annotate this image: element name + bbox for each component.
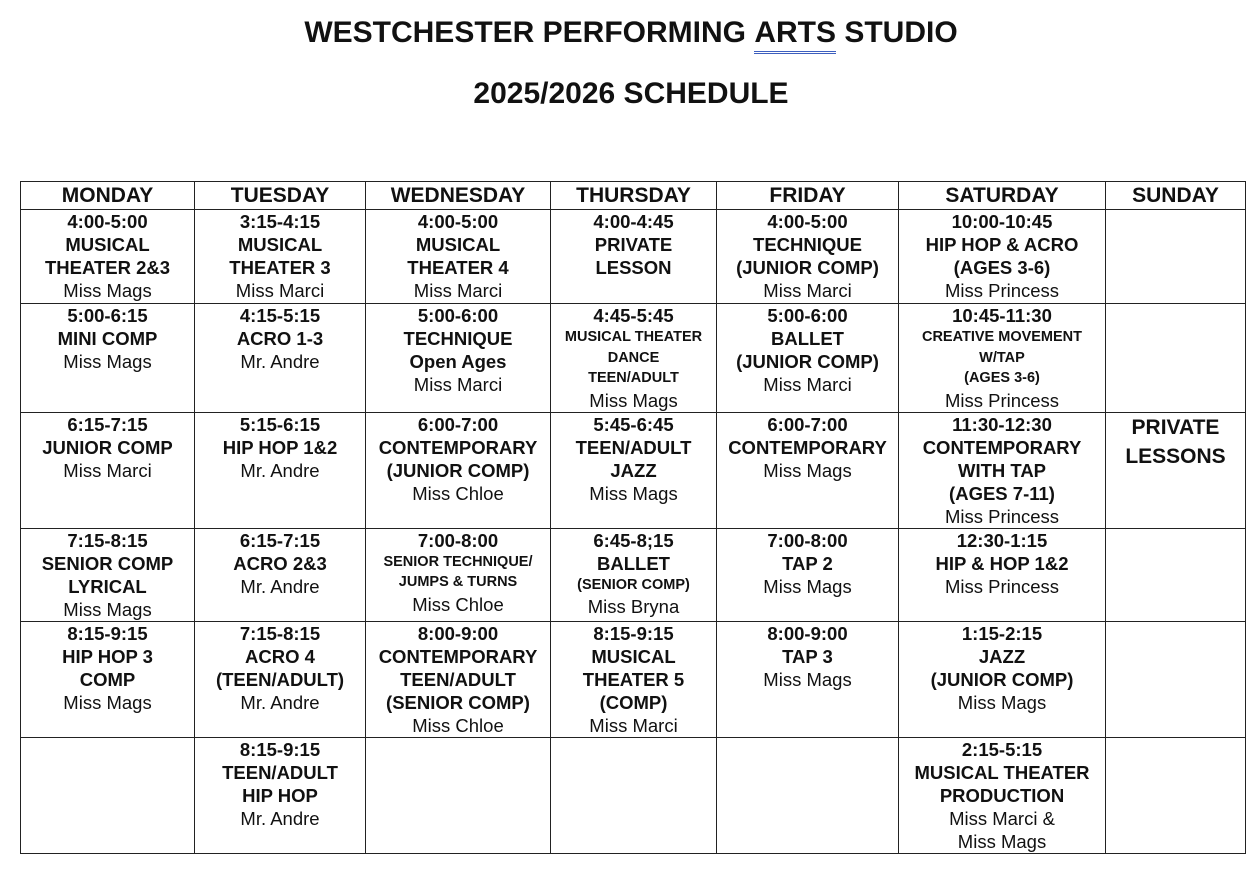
class-line: MINI COMP: [57, 328, 158, 349]
class-line: PRIVATE: [594, 234, 673, 255]
class-line: PRODUCTION: [939, 784, 1065, 806]
class-line: 1:15-2:15: [961, 622, 1043, 644]
class-cell-sunday: [1106, 412, 1246, 528]
class-cell-friday: [717, 621, 899, 737]
class-line: Miss Mags: [63, 280, 152, 301]
class-line: Mr. Andre: [240, 575, 320, 597]
class-line: Miss Princess: [944, 505, 1060, 527]
class-line: 6:00-7:00: [767, 413, 848, 435]
day-header-saturday: SATURDAY: [899, 182, 1106, 210]
day-header-thursday: THURSDAY: [551, 182, 717, 210]
class-line: Miss Mags: [763, 668, 852, 690]
class-line: 4:00-5:00: [417, 211, 499, 232]
class-line: CONTEMPORARY: [378, 645, 538, 667]
class-line: 7:15-8:15: [67, 529, 148, 551]
class-cell-tuesday: [195, 304, 366, 413]
class-line: HIP & HOP 1&2: [935, 552, 1069, 574]
class-line: 3:15-4:15: [239, 211, 321, 232]
class-line: HIP HOP 1&2: [222, 436, 338, 458]
class-line: 5:15-6:15: [239, 413, 321, 435]
class-cell-friday: [717, 528, 899, 621]
class-line: (JUNIOR COMP): [386, 459, 530, 481]
schedule-body: [21, 210, 1246, 854]
class-cell-wednesday: [366, 412, 551, 528]
class-line: (COMP): [599, 691, 668, 713]
day-header-friday: FRIDAY: [717, 182, 899, 210]
day-header-monday: MONDAY: [21, 182, 195, 210]
class-line: 12:30-1:15: [956, 529, 1048, 551]
class-line: (TEEN/ADULT): [215, 668, 345, 690]
class-line: 8:15-9:15: [239, 738, 321, 760]
class-line: Miss Marci: [235, 280, 325, 301]
schedule-row: [21, 304, 1246, 413]
class-line: Miss Mags: [63, 598, 152, 620]
class-line: Miss Marci: [763, 374, 852, 395]
schedule-row: [21, 621, 1246, 737]
title-text-1: WESTCHESTER PERFORMING: [304, 16, 755, 49]
class-cell-tuesday: [195, 621, 366, 737]
class-cell-friday: [717, 210, 899, 304]
class-line: 4:15-5:15: [239, 305, 321, 326]
class-line: Miss Marci: [763, 280, 852, 301]
class-line: JUMPS & TURNS: [398, 574, 518, 590]
schedule-row: [21, 210, 1246, 304]
class-line: 5:00-6:00: [417, 305, 499, 326]
class-line: MUSICAL: [237, 234, 323, 255]
class-cell-thursday: [551, 621, 717, 737]
class-line: TEEN/ADULT: [588, 370, 679, 386]
class-line: 5:00-6:15: [67, 305, 148, 326]
class-line: TECHNIQUE: [753, 234, 862, 255]
class-line: BALLET: [771, 328, 844, 349]
class-line: 6:45-8;15: [593, 529, 674, 551]
class-line: MUSICAL: [591, 645, 676, 667]
class-cell-saturday: [899, 528, 1106, 621]
class-line: PRIVATE: [1131, 415, 1220, 439]
class-cell-saturday: [899, 412, 1106, 528]
class-cell-thursday: [551, 412, 717, 528]
studio-title: [0, 16, 1250, 50]
class-line: HIP HOP & ACRO: [925, 234, 1079, 255]
class-line: BALLET: [597, 552, 670, 574]
class-cell-wednesday: [366, 304, 551, 413]
title-arts-word: ARTS: [754, 16, 836, 49]
class-cell-saturday: [899, 304, 1106, 413]
class-line: (AGES 3-6): [953, 257, 1051, 278]
class-line: Miss Bryna: [587, 596, 680, 617]
title-text-2: STUDIO: [836, 16, 958, 49]
class-line: HIP HOP: [242, 784, 318, 806]
class-line: CONTEMPORARY: [922, 436, 1082, 458]
class-line: Miss Marci: [413, 280, 503, 301]
class-cell-thursday: [551, 528, 717, 621]
class-line: 4:00-4:45: [593, 211, 674, 232]
class-line: 4:45-5:45: [593, 305, 674, 326]
class-line: JUNIOR COMP: [42, 436, 173, 458]
schedule-subtitle: 2025/2026 SCHEDULE: [473, 77, 789, 110]
class-line: TEEN/ADULT: [222, 761, 338, 783]
class-line: 7:00-8:00: [767, 529, 848, 551]
class-line: Miss Mags: [589, 389, 678, 411]
class-line: Mr. Andre: [240, 459, 320, 481]
class-line: CREATIVE MOVEMENT: [921, 329, 1083, 345]
class-line: SENIOR TECHNIQUE/: [383, 553, 533, 570]
class-line: WITH TAP: [957, 459, 1047, 481]
class-line: 8:15-9:15: [593, 622, 674, 644]
class-line: MUSICAL THEATER: [914, 761, 1090, 783]
class-line: MUSICAL: [65, 234, 150, 255]
class-line: Mr. Andre: [240, 351, 320, 372]
class-line: (AGES 7-11): [949, 482, 1055, 504]
class-line: Miss Chloe: [412, 714, 504, 736]
class-line: (JUNIOR COMP): [930, 668, 1074, 690]
class-line: Miss Mags: [63, 351, 152, 372]
class-cell-wednesday: [366, 737, 551, 853]
class-line: 6:15-7:15: [239, 529, 321, 551]
class-line: HIP HOP 3: [62, 645, 153, 667]
class-line: TAP 2: [782, 552, 833, 574]
class-line: Miss Mags: [763, 459, 852, 481]
class-cell-friday: [717, 304, 899, 413]
class-line: 10:45-11:30: [952, 305, 1052, 326]
class-cell-tuesday: [195, 412, 366, 528]
class-line: LESSONS: [1125, 444, 1226, 468]
class-cell-saturday: [899, 621, 1106, 737]
class-line: Miss Princess: [944, 280, 1060, 301]
class-line: Miss Marci &: [949, 807, 1055, 829]
class-line: Miss Mags: [63, 691, 152, 713]
class-line: 8:00-9:00: [417, 622, 499, 644]
class-cell-saturday: [899, 737, 1106, 853]
class-line: ACRO 1-3: [236, 328, 324, 349]
class-line: SENIOR COMP: [41, 552, 174, 574]
class-cell-friday: [717, 412, 899, 528]
class-line: 8:15-9:15: [67, 622, 148, 644]
schedule-row: [21, 737, 1246, 853]
class-cell-sunday: [1106, 621, 1246, 737]
class-line: ACRO 4: [245, 645, 315, 667]
class-line: Miss Marci: [63, 459, 152, 481]
class-cell-wednesday: [366, 210, 551, 304]
class-line: COMP: [79, 668, 136, 690]
class-line: 7:00-8:00: [417, 529, 499, 551]
class-line: 10:00-10:45: [951, 211, 1053, 232]
class-line: (AGES 3-6): [964, 370, 1040, 386]
class-line: Miss Princess: [944, 575, 1060, 597]
class-cell-saturday: [899, 210, 1106, 304]
class-line: 5:00-6:00: [767, 305, 848, 326]
class-line: CONTEMPORARY: [728, 436, 887, 458]
class-line: 2:15-5:15: [961, 738, 1043, 760]
class-line: Miss Chloe: [412, 482, 504, 504]
day-header-tuesday: TUESDAY: [195, 182, 366, 210]
class-line: Open Ages: [409, 351, 507, 372]
class-line: DANCE: [607, 349, 660, 366]
class-line: 11:30-12:30: [952, 413, 1052, 435]
class-cell-tuesday: [195, 737, 366, 853]
class-line: W/TAP: [979, 349, 1025, 366]
schedule-row: [21, 528, 1246, 621]
class-line: 8:00-9:00: [767, 622, 848, 644]
class-cell-sunday: [1106, 737, 1246, 853]
class-line: 7:15-8:15: [239, 622, 321, 644]
class-line: JAZZ: [978, 645, 1026, 667]
class-line: LYRICAL: [68, 575, 147, 597]
class-cell-monday: [21, 737, 195, 853]
class-line: ACRO 2&3: [233, 552, 327, 574]
class-cell-tuesday: [195, 528, 366, 621]
class-line: 6:15-7:15: [67, 413, 148, 435]
class-line: CONTEMPORARY: [378, 436, 538, 458]
class-cell-wednesday: [366, 528, 551, 621]
class-line: (JUNIOR COMP): [736, 351, 879, 372]
class-cell-sunday: [1106, 528, 1246, 621]
class-cell-thursday: [551, 737, 717, 853]
class-cell-wednesday: [366, 621, 551, 737]
class-line: MUSICAL: [415, 234, 501, 255]
class-line: (SENIOR COMP): [386, 691, 530, 713]
class-line: Miss Mags: [957, 691, 1047, 713]
class-cell-friday: [717, 737, 899, 853]
day-header-row: [21, 182, 1246, 210]
schedule-table: [20, 181, 1246, 854]
day-header-wednesday: WEDNESDAY: [366, 182, 551, 210]
class-line: LESSON: [595, 257, 672, 278]
class-line: JAZZ: [610, 459, 657, 481]
class-line: TAP 3: [782, 645, 833, 667]
class-line: Miss Princess: [944, 389, 1060, 411]
class-cell-monday: [21, 210, 195, 304]
class-line: Miss Mags: [957, 830, 1047, 852]
class-cell-monday: [21, 528, 195, 621]
class-line: Miss Mags: [763, 575, 852, 597]
class-cell-tuesday: [195, 210, 366, 304]
class-line: THEATER 2&3: [44, 257, 171, 278]
class-line: 4:00-5:00: [67, 211, 148, 232]
class-line: TECHNIQUE: [403, 328, 513, 349]
class-line: TEEN/ADULT: [575, 436, 692, 458]
class-cell-monday: [21, 621, 195, 737]
day-header-sunday: SUNDAY: [1106, 182, 1246, 210]
class-line: Miss Mags: [589, 482, 678, 504]
class-line: 5:45-6:45: [593, 413, 674, 435]
class-line: Mr. Andre: [240, 807, 320, 829]
class-line: Miss Marci: [589, 714, 678, 736]
class-line: 6:00-7:00: [417, 413, 499, 435]
class-line: MUSICAL THEATER: [564, 329, 703, 345]
class-cell-thursday: [551, 210, 717, 304]
class-line: TEEN/ADULT: [400, 668, 516, 690]
class-cell-sunday: [1106, 210, 1246, 304]
class-line: Miss Marci: [413, 374, 503, 395]
class-line: 4:00-5:00: [767, 211, 848, 232]
schedule-row: [21, 412, 1246, 528]
class-cell-sunday: [1106, 304, 1246, 413]
class-line: THEATER 5: [582, 668, 685, 690]
class-line: Miss Chloe: [412, 593, 504, 615]
class-line: (JUNIOR COMP): [736, 257, 879, 278]
class-line: (SENIOR COMP): [577, 576, 690, 593]
class-line: THEATER 4: [407, 257, 509, 278]
class-cell-monday: [21, 412, 195, 528]
class-line: Mr. Andre: [240, 691, 320, 713]
class-cell-monday: [21, 304, 195, 413]
class-line: THEATER 3: [229, 257, 331, 278]
class-cell-thursday: [551, 304, 717, 413]
